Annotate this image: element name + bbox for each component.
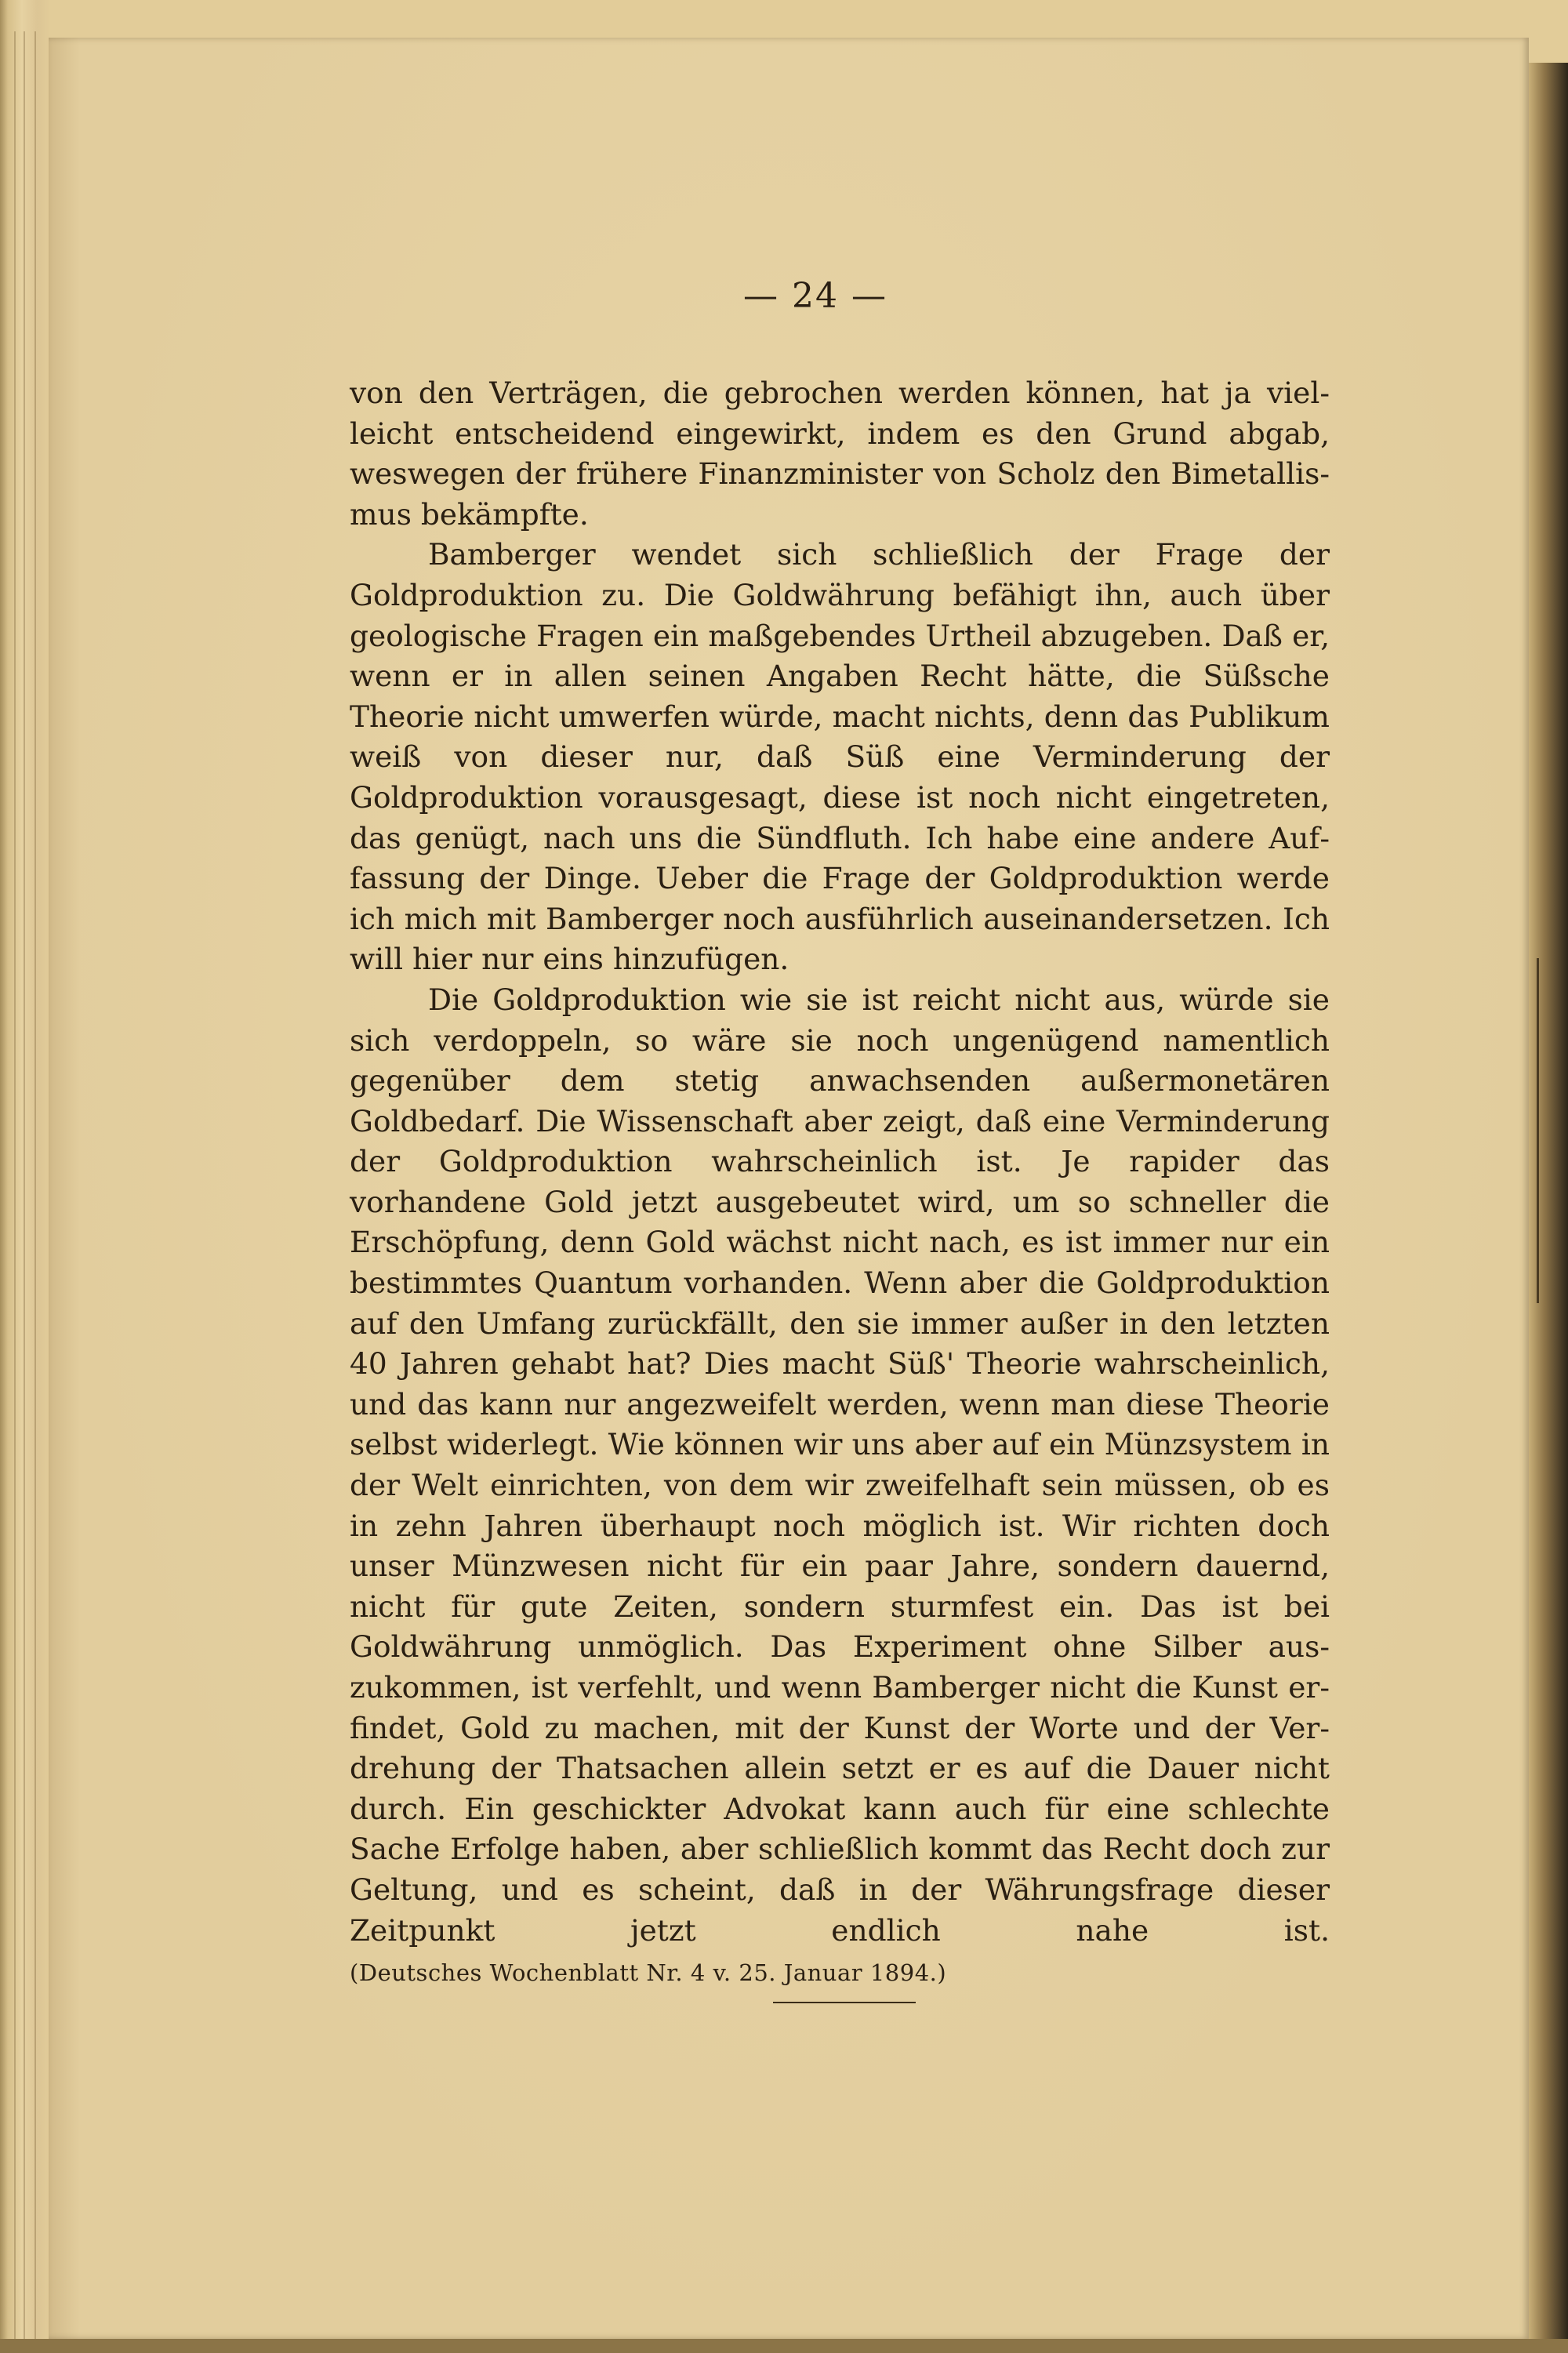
citation: (Deutsches Wochenblatt Nr. 4 v. 25. Januar 1894.) [350,1959,947,1987]
page-stack-line [24,31,25,2344]
paragraph: von den Verträgen, die gebrochen werden können, hat ja vielleicht entscheidend eingewirkt, indem es den Grund abgab, weswegen der frühere Finanzminister von Scholz den Bimetallismus bekämpfte. [350,376,1330,532]
page-stack-line [34,31,36,2344]
page-number: — 24 — [743,276,887,316]
closing-rule [773,2002,916,2003]
paragraph-text: Die Goldproduktion wie sie ist reicht nicht aus, würde sie sich verdoppeln, so wäre sie noch ungenügend namentlich gegenüber dem stetig anwachsenden außermonetären Goldbedarf. Die Wissenschaft aber zeigt, daß eine Verminderung der Goldproduktion wahrscheinlich ist. Je rapider das vorhandene Gold jetzt ausgebeutet wird, um so schneller die Erschöpfung, denn Gold wächst nicht nach, es ist immer nur ein bestimmtes Quantum vorhanden. Wenn aber die Goldproduktion auf den Umfang zurückfällt, den sie immer außer in den letzten 40 Jahren gehabt hat? Dies macht Süß' Theorie wahrscheinlich, und das kann nur angezweifelt werden, wenn man diese Theorie selbst widerlegt. Wie können wir uns aber auf ein Münzsystem in der Welt einrichten, von dem wir zweifelhaft sein müssen, ob es in zehn Jahren überhaupt noch möglich ist. Wir richten doch unser Münzwesen nicht für ein paar Jahre, sondern dauernd, nicht für gute Zeiten, sondern sturmfest ein. Das ist bei Goldwährung unmöglich. Das Experiment ohne Silber auszukommen, ist verfehlt, und wenn Bamberger nicht die Kunst erfindet, Gold zu machen, mit der Kunst der Worte und der Verdrehung der Thatsachen allein setzt er es auf die Dauer nicht durch. Ein geschickter Advokat kann auch für eine schlechte Sache Erfolge haben, aber schließlich kommt das Recht doch zur Geltung, und es scheint, daß in der Währungsfrage dieser Zeitpunkt jetzt endlich nahe ist. [350,982,1330,1948]
page-stack-line [14,31,16,2344]
page-edge-bottom [0,2339,1568,2353]
margin-mark [1537,958,1539,1303]
paragraph: Bamberger wendet sich schließlich der Frage der Goldproduktion zu. Die Goldwährung befähigt ihn, auch über geologische Fragen ein maßgebendes Urtheil abzugeben. Daß er, wenn er in allen seinen Angaben Recht hätte, die Süßsche Theorie nicht umwerfen würde, macht nichts, denn das Publikum weiß von dieser nur, daß Süß eine Verminderung der Goldproduktion vorausgesagt, diese ist noch nicht eingetreten, das genügt, nach uns die Sündfluth. Ich habe eine andere Auffassung der Dinge. Ueber die Frage der Goldproduktion werde ich mich mit Bamberger noch ausführlich auseinandersetzen. Ich will hier nur eins hinzufügen. [350,537,1330,977]
body-text [350,373,1330,1994]
paragraph [350,980,1330,1994]
page-edge-right [1529,63,1568,2353]
